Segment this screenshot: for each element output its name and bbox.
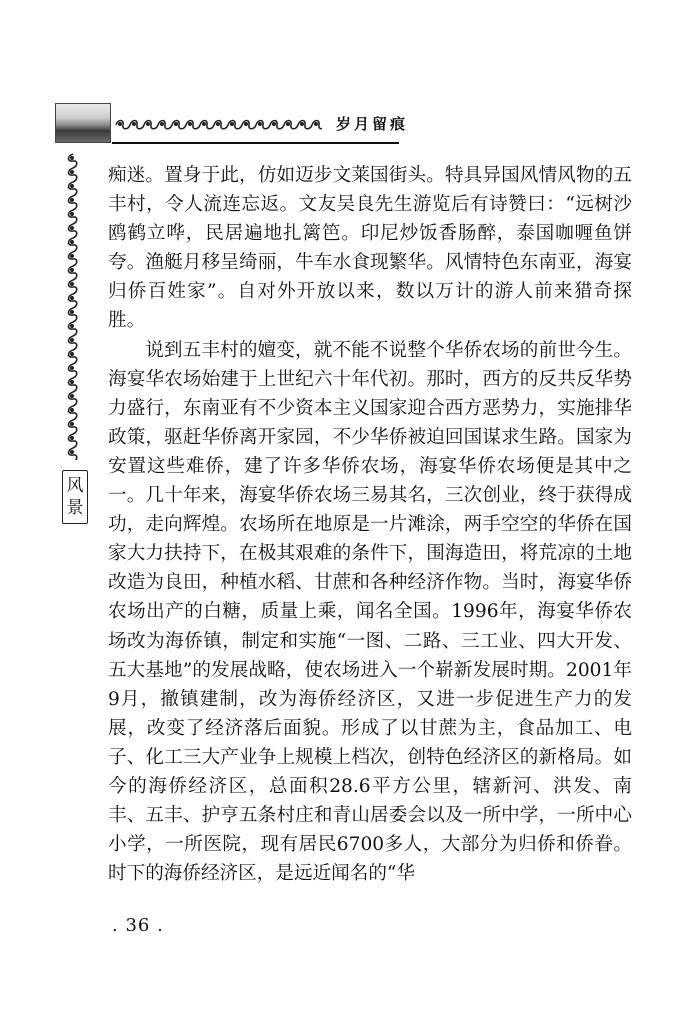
header-rule <box>112 142 399 144</box>
side-label-char-1: 风 <box>66 476 84 496</box>
page-number: . 36 . <box>112 915 164 936</box>
side-label-char-2: 景 <box>66 498 84 518</box>
body-text <box>108 161 632 888</box>
header-landscape-photo <box>55 103 111 143</box>
side-ornament-border <box>64 150 82 460</box>
paragraph-2: 说到五丰村的嬗变，就不能不说整个华侨农场的前世今生。海宴华农场始建于上世纪六十年代初。那时，西方的反共反华势力盛行，东南亚有不少资本主义国家迎合西方恶势力，实施排华政策，驱赶华侨离开家园，不少华侨被迫回国谋求生路。国家为安置这些难侨，建了许多华侨农场，海宴华侨农场便是其中之一。几十年来，海宴华侨农场三易其名，三次创业，终于获得成功，走向辉煌。农场所在地原是一片滩涂，两手空空的华侨在国家大力扶持下，在极其艰难的条件下，围海造田，将荒凉的土地改造为良田，种植水稻、甘蔗和各种经济作物。当时，海宴华侨农场出产的白糖，质量上乘，闻名全国。1996年，海宴华侨农场改为海侨镇，制定和实施“一图、二路、三工业、四大开发、五大基地”的发展战略，使农场进入一个崭新发展时期。2001年9月，撤镇建制，改为海侨经济区，又进一步促进生产力的发展，改变了经济落后面貌。形成了以甘蔗为主，食品加工、电子、化工三大产业争上规模上档次，创特色经济区的新格局。如今的海侨经济区，总面积28.6平方公里，辖新河、洪发、南丰、五丰、护亨五条村庄和青山居委会以及一所中学，一所中心小学，一所医院，现有居民6700多人，大部分为归侨和侨眷。时下的海侨经济区，是远近闻名的“华 <box>108 339 632 885</box>
side-category-label <box>62 470 88 524</box>
section-title: 岁月留痕 <box>336 115 409 133</box>
paragraph-1: 痴迷。置身于此，仿如迈步文莱国街头。特具异国风情风物的五丰村，令人流连忘返。文友吴良先生游览后有诗赞曰：“远树沙鸥鹤立哗，民居遍地扎篱笆。印尼炒饭香肠醉，泰国咖喱鱼饼夸。渔艇月移呈绮丽，牛车水食现繁华。风情特色东南亚，海宴归侨百姓家”。自对外开放以来，数以万计的游人前来猎奇探胜。 <box>108 165 632 332</box>
top-ornament-border <box>112 118 322 132</box>
